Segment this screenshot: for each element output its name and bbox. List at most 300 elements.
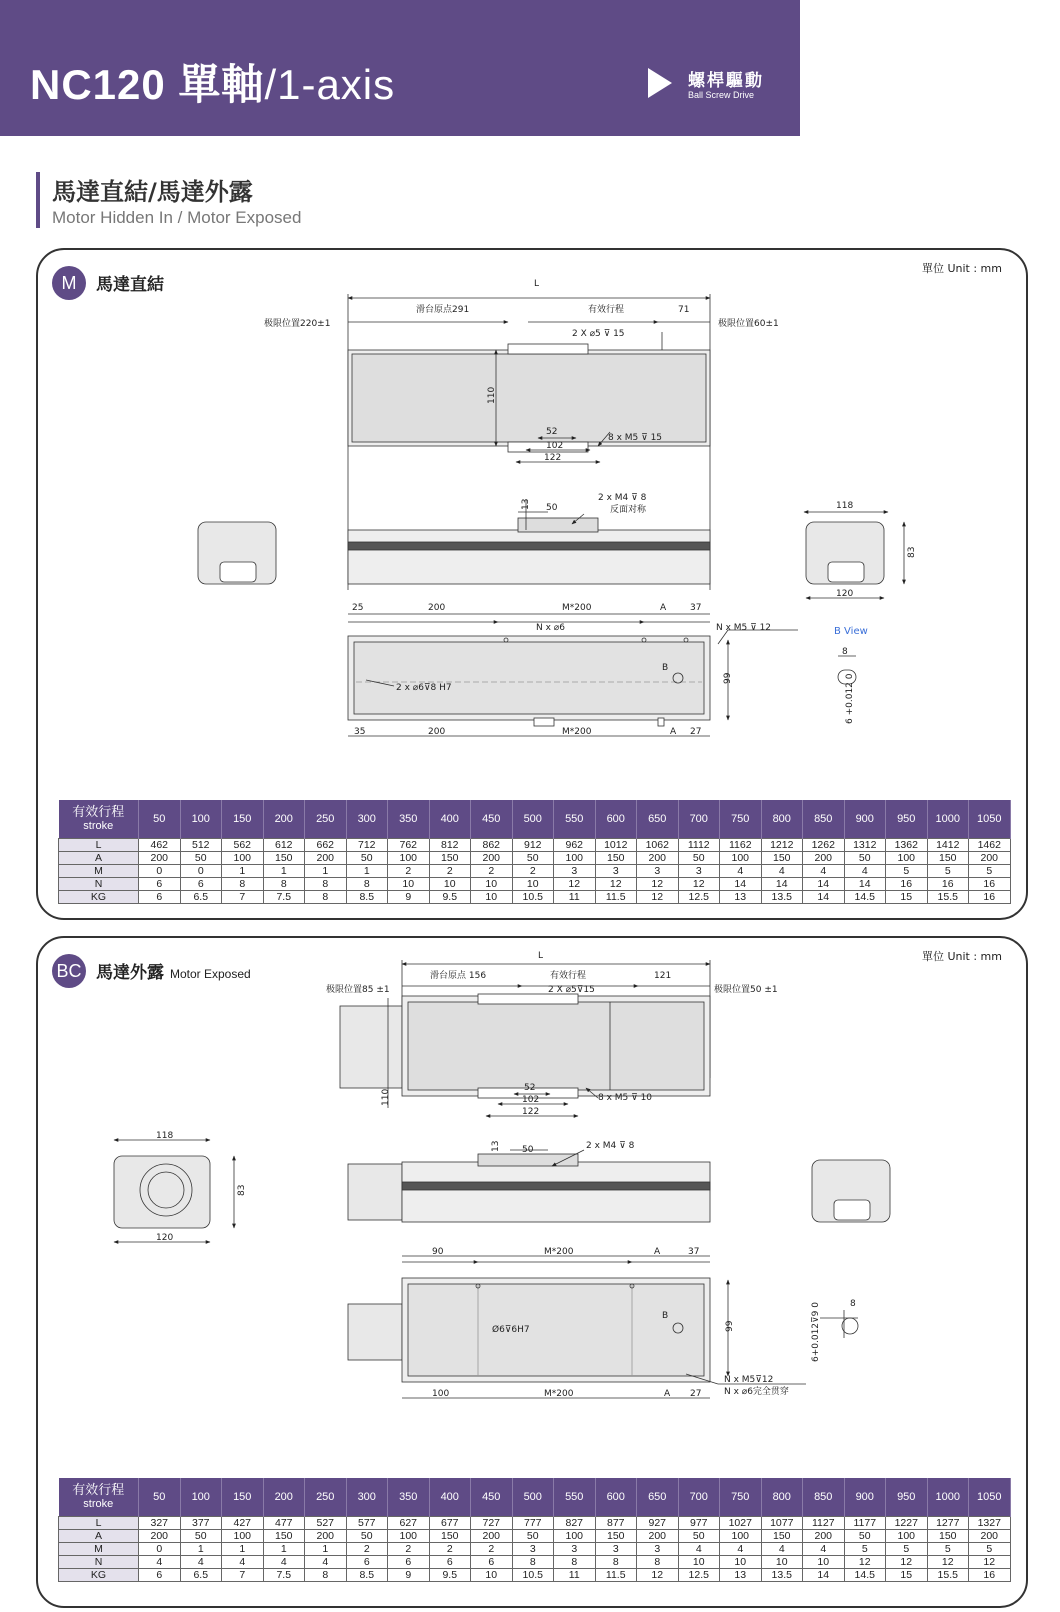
table-cell: 0	[180, 864, 222, 877]
table-cell: 1327	[969, 1516, 1011, 1529]
table-cell: 612	[263, 838, 305, 851]
dim-m200b: M*200	[562, 727, 592, 737]
dim-120: 120	[156, 1233, 174, 1243]
header-en: stroke	[83, 1497, 114, 1510]
table-cell: 4	[803, 1542, 845, 1555]
table-cell: 1	[346, 864, 388, 877]
table-cell: 1212	[761, 838, 803, 851]
pin-holes: 2 x ⌀6⊽8 H7	[396, 683, 452, 693]
table-cell: 5	[844, 1542, 886, 1555]
table-cell: 12	[637, 890, 679, 903]
table-cell: 100	[720, 1529, 762, 1542]
table-cell: 8	[512, 1555, 554, 1568]
table-cell: 2	[471, 864, 513, 877]
dim-120: 120	[836, 589, 854, 599]
dim-Ab: A	[670, 727, 677, 737]
table-cell: 100	[222, 851, 264, 864]
table-cell: 477	[263, 1516, 305, 1529]
table-cell: 12.5	[678, 1568, 720, 1581]
table-cell: 8	[305, 1568, 347, 1581]
table-cell: 200	[139, 851, 181, 864]
stroke-column-header: 850	[803, 800, 845, 838]
table-cell: 1112	[678, 838, 720, 851]
table-cell: 5	[927, 864, 969, 877]
dim-102: 102	[522, 1095, 540, 1105]
table-cell: 50	[844, 1529, 886, 1542]
table-cell: 8	[305, 890, 347, 903]
table-cell: 4	[720, 864, 762, 877]
stroke-column-header: 800	[761, 1478, 803, 1516]
table-cell: 4	[761, 864, 803, 877]
table-cell: 200	[637, 1529, 679, 1542]
table-cell: 6	[139, 890, 181, 903]
table-cell: 862	[471, 838, 513, 851]
table-cell: 9.5	[429, 890, 471, 903]
table-cell: 3	[595, 1542, 637, 1555]
stroke-column-header: 350	[388, 1478, 430, 1516]
dim-A: A	[654, 1247, 661, 1257]
table-cell: 427	[222, 1516, 264, 1529]
table-cell: 2	[429, 1542, 471, 1555]
stroke-column-header: 950	[886, 800, 928, 838]
stroke-column-header: 900	[844, 800, 886, 838]
table-cell: 4	[720, 1542, 762, 1555]
stroke-column-header: 900	[844, 1478, 886, 1516]
table-cell: 1	[222, 864, 264, 877]
dim-stroke: 有效行程	[550, 971, 587, 981]
table-cell: 150	[761, 1529, 803, 1542]
stroke-column-header: 650	[637, 800, 679, 838]
table-cell: 100	[222, 1529, 264, 1542]
motor-hidden-panel	[36, 248, 1028, 920]
stroke-column-header: 250	[305, 800, 347, 838]
stroke-column-header: 550	[554, 1478, 596, 1516]
table-cell: 13	[720, 890, 762, 903]
row-label: A	[59, 851, 139, 864]
table-cell: 12	[637, 877, 679, 890]
table-cell: 50	[346, 1529, 388, 1542]
table-cell: 877	[595, 1516, 637, 1529]
table-cell: 10	[678, 1555, 720, 1568]
table-cell: 1127	[803, 1516, 845, 1529]
technical-drawing	[38, 250, 1030, 790]
table-cell: 200	[471, 851, 513, 864]
table-cell: 14	[844, 877, 886, 890]
table-cell: 12	[554, 877, 596, 890]
holes-bottom: 8 x M5 ⊽ 10	[598, 1093, 653, 1103]
table-cell: 14	[761, 877, 803, 890]
table-cell: 577	[346, 1516, 388, 1529]
dim-L: L	[534, 279, 540, 289]
table-cell: 7.5	[263, 1568, 305, 1581]
table-cell: 10	[761, 1555, 803, 1568]
table-cell: 0	[139, 864, 181, 877]
table-cell: 16	[969, 877, 1011, 890]
table-cell: 150	[263, 851, 305, 864]
table-cell: 10	[471, 877, 513, 890]
table-cell: 662	[305, 838, 347, 851]
table-cell: 13.5	[761, 890, 803, 903]
table-cell: 3	[678, 864, 720, 877]
table-cell: 777	[512, 1516, 554, 1529]
table-cell: 150	[927, 1529, 969, 1542]
table-cell: 50	[678, 851, 720, 864]
table-cell: 5	[886, 864, 928, 877]
table-cell: 16	[969, 890, 1011, 903]
stroke-column-header: 800	[761, 800, 803, 838]
table-cell: 16	[886, 877, 928, 890]
table-cell: 4	[139, 1555, 181, 1568]
stroke-column-header: 400	[429, 800, 471, 838]
dim-35: 35	[354, 727, 366, 737]
table-row	[59, 838, 1011, 851]
dim-110: 110	[487, 386, 497, 404]
table-cell: 1	[263, 1542, 305, 1555]
table-cell: 977	[678, 1516, 720, 1529]
dim-122: 122	[522, 1107, 540, 1117]
stroke-column-header: 250	[305, 1478, 347, 1516]
dim-83: 83	[237, 1184, 247, 1196]
header-cn: 有效行程	[72, 803, 125, 819]
table-cell: 6	[346, 1555, 388, 1568]
table-cell: 2	[512, 864, 554, 877]
dim-118: 118	[156, 1131, 174, 1141]
dim-52: 52	[524, 1083, 536, 1093]
table-cell: 12	[678, 877, 720, 890]
limit-left: 极限位置220±1	[264, 319, 331, 329]
section-accent-bar	[36, 172, 40, 228]
holes-top: 2 X ⌀5⊽15	[548, 985, 595, 995]
table-cell: 12	[969, 1555, 1011, 1568]
table-cell: 5	[886, 1542, 928, 1555]
table-cell: 6	[139, 877, 181, 890]
table-cell: 1	[305, 864, 347, 877]
holes-top: 2 X ⌀5 ⊽ 15	[572, 329, 625, 339]
table-cell: 627	[388, 1516, 430, 1529]
table-cell: 100	[886, 851, 928, 864]
stroke-column-header: 500	[512, 1478, 554, 1516]
holes-nm5: N x M5⊽12	[724, 1375, 774, 1385]
table-cell: 827	[554, 1516, 596, 1529]
dim-99: 99	[725, 1320, 735, 1332]
header-cn: 有效行程	[72, 1481, 125, 1497]
table-cell: 150	[927, 851, 969, 864]
table-cell: 3	[554, 1542, 596, 1555]
row-label: N	[59, 1555, 139, 1568]
table-cell: 200	[637, 851, 679, 864]
table-cell: 6	[471, 1555, 513, 1568]
dim-Ab: A	[664, 1389, 671, 1399]
table-cell: 100	[886, 1529, 928, 1542]
dim-m4: 2 x M4 ⊽ 8	[598, 493, 647, 503]
table-header-row	[59, 1478, 1011, 1516]
table-cell: 8	[637, 1555, 679, 1568]
table-cell: 377	[180, 1516, 222, 1529]
row-label: N	[59, 877, 139, 890]
dim-m200b: M*200	[544, 1389, 574, 1399]
table-cell: 6	[429, 1555, 471, 1568]
table-cell: 512	[180, 838, 222, 851]
table-cell: 2	[388, 1542, 430, 1555]
stroke-column-header: 500	[512, 800, 554, 838]
dim-m200: M*200	[544, 1247, 574, 1257]
table-cell: 2	[429, 864, 471, 877]
stroke-column-header: 700	[678, 800, 720, 838]
stroke-column-header: 1000	[927, 1478, 969, 1516]
row-label: L	[59, 838, 139, 851]
table-cell: 8	[554, 1555, 596, 1568]
table-cell: 8.5	[346, 890, 388, 903]
dim-122: 122	[544, 453, 562, 463]
table-cell: 50	[844, 851, 886, 864]
table-cell: 50	[180, 1529, 222, 1542]
table-cell: 1062	[637, 838, 679, 851]
dim-m4: 2 x M4 ⊽ 8	[586, 1141, 635, 1151]
table-cell: 727	[471, 1516, 513, 1529]
table-cell: 7	[222, 890, 264, 903]
table-cell: 962	[554, 838, 596, 851]
table-cell: 100	[554, 1529, 596, 1542]
panel-title-cn: 馬達外露	[96, 963, 164, 983]
table-row	[59, 1516, 1011, 1529]
table-cell: 10	[471, 890, 513, 903]
stroke-column-header: 200	[263, 800, 305, 838]
table-cell: 1	[263, 864, 305, 877]
dim-118: 118	[836, 501, 854, 511]
table-cell: 912	[512, 838, 554, 851]
table-cell: 200	[139, 1529, 181, 1542]
table-cell: 1412	[927, 838, 969, 851]
play-arrow-icon	[648, 68, 672, 98]
table-cell: 562	[222, 838, 264, 851]
table-cell: 8	[222, 877, 264, 890]
table-cell: 14	[803, 1568, 845, 1581]
dim-100: 100	[432, 1389, 450, 1399]
dim-37: 37	[688, 1247, 700, 1257]
stroke-column-header: 50	[139, 800, 181, 838]
motor-exposed-panel	[36, 936, 1028, 1608]
table-cell: 12	[927, 1555, 969, 1568]
table-cell: 10	[388, 877, 430, 890]
dim-37: 37	[690, 603, 702, 613]
label-b: B	[662, 663, 669, 673]
table-cell: 6.5	[180, 1568, 222, 1581]
table-cell: 200	[471, 1529, 513, 1542]
table-cell: 4	[803, 864, 845, 877]
stroke-column-header: 950	[886, 1478, 928, 1516]
table-cell: 200	[305, 1529, 347, 1542]
dim-8: 8	[842, 647, 848, 657]
table-cell: 11	[554, 890, 596, 903]
dim-83: 83	[907, 546, 917, 558]
unit-label: 單位 Unit : mm	[921, 950, 1002, 963]
table-cell: 6	[388, 1555, 430, 1568]
table-cell: 10.5	[512, 1568, 554, 1581]
stroke-column-header: 450	[471, 800, 513, 838]
table-cell: 1362	[886, 838, 928, 851]
table-cell: 13.5	[761, 1568, 803, 1581]
table-cell: 2	[388, 864, 430, 877]
dim-27: 27	[690, 727, 702, 737]
dim-121: 121	[654, 971, 672, 981]
panel-badge: BC	[52, 954, 86, 988]
table-cell: 12	[637, 1568, 679, 1581]
dim-90: 90	[432, 1247, 444, 1257]
stroke-table-1	[58, 800, 1011, 904]
table-cell: 8.5	[346, 1568, 388, 1581]
table-row	[59, 1555, 1011, 1568]
table-cell: 1462	[969, 838, 1011, 851]
dim-8: 8	[850, 1299, 856, 1309]
stroke-column-header: 550	[554, 800, 596, 838]
dim-200b: 200	[428, 727, 446, 737]
table-cell: 4	[678, 1542, 720, 1555]
dim-52: 52	[546, 427, 558, 437]
table-cell: 9.5	[429, 1568, 471, 1581]
table-cell: 2	[471, 1542, 513, 1555]
table-cell: 10	[720, 1555, 762, 1568]
table-cell: 5	[927, 1542, 969, 1555]
row-label: A	[59, 1529, 139, 1542]
dim-13: 13	[521, 498, 531, 510]
table-cell: 10	[471, 1568, 513, 1581]
row-label: KG	[59, 1568, 139, 1581]
stroke-column-header: 650	[637, 1478, 679, 1516]
stroke-column-header: 300	[346, 1478, 388, 1516]
table-cell: 7	[222, 1568, 264, 1581]
table-cell: 1177	[844, 1516, 886, 1529]
stroke-column-header: 600	[595, 1478, 637, 1516]
table-cell: 12	[595, 877, 637, 890]
dim-L: L	[538, 951, 544, 961]
table-cell: 150	[761, 851, 803, 864]
dim-tolerance: 6+0.012⊽9 0	[811, 1302, 821, 1362]
table-cell: 50	[512, 851, 554, 864]
stroke-column-header: 750	[720, 1478, 762, 1516]
table-cell: 1262	[803, 838, 845, 851]
table-cell: 3	[512, 1542, 554, 1555]
table-cell: 15	[886, 890, 928, 903]
table-cell: 1	[180, 1542, 222, 1555]
stroke-column-header: 50	[139, 1478, 181, 1516]
table-cell: 150	[263, 1529, 305, 1542]
stroke-column-header: 150	[222, 800, 264, 838]
table-cell: 1077	[761, 1516, 803, 1529]
dim-50: 50	[522, 1145, 534, 1155]
panel-title-cn: 馬達直結	[96, 275, 164, 295]
dim-50: 50	[546, 503, 558, 513]
table-cell: 4	[844, 864, 886, 877]
limit-left: 极限位置85 ±1	[326, 985, 390, 995]
table-row	[59, 1568, 1011, 1581]
table-cell: 100	[388, 851, 430, 864]
table-cell: 462	[139, 838, 181, 851]
table-cell: 14.5	[844, 1568, 886, 1581]
table-cell: 200	[969, 851, 1011, 864]
dim-25: 25	[352, 603, 364, 613]
table-cell: 50	[678, 1529, 720, 1542]
table-cell: 200	[803, 851, 845, 864]
b-view-label: B View	[834, 626, 868, 637]
table-cell: 3	[637, 864, 679, 877]
stroke-column-header: 1050	[969, 800, 1011, 838]
table-cell: 1027	[720, 1516, 762, 1529]
title-cn: 單軸	[178, 61, 265, 108]
pin-hole: Ø6⊽6H7	[492, 1325, 530, 1335]
dim-99: 99	[723, 672, 733, 684]
table-cell: 3	[554, 864, 596, 877]
table-cell: 16	[927, 877, 969, 890]
table-cell: 50	[512, 1529, 554, 1542]
title-banner	[0, 0, 800, 136]
table-cell: 12	[886, 1555, 928, 1568]
table-cell: 327	[139, 1516, 181, 1529]
limit-right: 极限位置50 ±1	[714, 985, 778, 995]
panel-title-en: Motor Exposed	[170, 967, 251, 981]
dim-200: 200	[428, 603, 446, 613]
table-cell: 0	[139, 1542, 181, 1555]
table-cell: 8	[263, 877, 305, 890]
page-title	[30, 52, 395, 112]
table-cell: 50	[180, 851, 222, 864]
model-name: NC120	[30, 61, 166, 108]
table-cell: 8	[346, 877, 388, 890]
stroke-column-header: 150	[222, 1478, 264, 1516]
table-cell: 5	[969, 1542, 1011, 1555]
table-cell: 150	[595, 1529, 637, 1542]
dim-102: 102	[546, 441, 564, 451]
table-cell: 14	[803, 890, 845, 903]
table-cell: 6	[180, 877, 222, 890]
stroke-column-header: 450	[471, 1478, 513, 1516]
table-cell: 100	[720, 851, 762, 864]
table-cell: 1277	[927, 1516, 969, 1529]
table-row	[59, 890, 1011, 903]
table-row	[59, 877, 1011, 890]
table-cell: 2	[346, 1542, 388, 1555]
table-cell: 762	[388, 838, 430, 851]
holes-n6: N x ⌀6完全贯穿	[724, 1387, 789, 1397]
table-cell: 812	[429, 838, 471, 851]
table-cell: 10	[803, 1555, 845, 1568]
table-cell: 3	[637, 1542, 679, 1555]
table-cell: 10	[429, 877, 471, 890]
table-cell: 927	[637, 1516, 679, 1529]
table-row	[59, 1542, 1011, 1555]
table-cell: 11	[554, 1568, 596, 1581]
dim-origin: 滑台原点291	[416, 305, 470, 315]
technical-drawing	[38, 938, 1030, 1468]
table-cell: 200	[803, 1529, 845, 1542]
table-cell: 10.5	[512, 890, 554, 903]
stroke-column-header: 850	[803, 1478, 845, 1516]
stroke-table-2	[58, 1478, 1011, 1582]
stroke-column-header: 1000	[927, 800, 969, 838]
stroke-column-header: 1050	[969, 1478, 1011, 1516]
holes-bottom: 8 x M5 ⊽ 15	[608, 433, 663, 443]
stroke-column-header: 100	[180, 1478, 222, 1516]
table-cell: 5	[969, 864, 1011, 877]
holes-nm5: N x M5 ⊽ 12	[716, 623, 772, 633]
stroke-column-header: 750	[720, 800, 762, 838]
table-cell: 14	[720, 877, 762, 890]
table-cell: 100	[554, 851, 596, 864]
table-cell: 12	[844, 1555, 886, 1568]
table-cell: 15	[886, 1568, 928, 1581]
table-cell: 4	[263, 1555, 305, 1568]
table-cell: 13	[720, 1568, 762, 1581]
title-en: /1-axis	[264, 61, 396, 108]
